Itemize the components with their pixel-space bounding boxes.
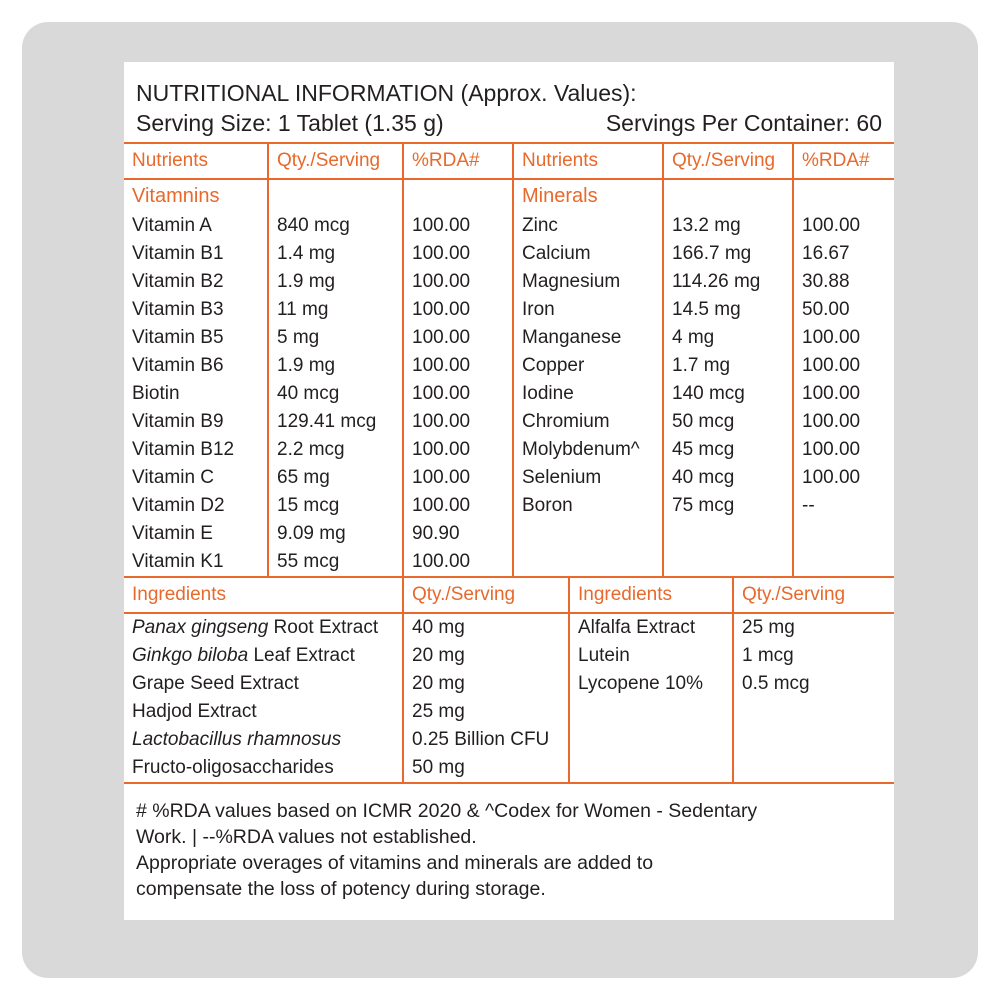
nutrient-rda: 100.00 [403, 380, 513, 408]
label-panel [22, 22, 978, 978]
mineral-name: Zinc [513, 212, 663, 240]
nutrient-qty: 2.2 mcg [268, 436, 403, 464]
list-item [124, 613, 894, 642]
mineral-name: Chromium [513, 408, 663, 436]
mineral-qty: 1.7 mg [663, 352, 793, 380]
nutrient-name: Vitamin A [132, 215, 212, 236]
ingredient-qty: 0.25 Billion CFU [403, 726, 569, 754]
mineral-qty: 14.5 mg [663, 296, 793, 324]
ingredient-name-right [569, 613, 733, 642]
footnote-line-2: Work. | --%RDA values not established. [136, 826, 477, 848]
ingredient-qty-right [733, 698, 894, 726]
mineral-qty: 75 mcg [663, 492, 793, 520]
mineral-qty: 45 mcg [663, 436, 793, 464]
nutrient-rda: 100.00 [403, 464, 513, 492]
ingredient-name-rest: Root Extract [268, 617, 379, 638]
nutrient-qty: 5 mg [268, 324, 403, 352]
ingredient-name-right [569, 698, 733, 726]
mineral-rda: 16.67 [793, 240, 894, 268]
ingredient-name [124, 726, 403, 754]
group-minerals-rda-spacer [793, 179, 894, 212]
group-minerals: Minerals [513, 179, 663, 212]
list-item [124, 670, 894, 698]
nutrient-table [124, 142, 894, 578]
ingredient-name-right [569, 726, 733, 754]
mineral-name: Calcium [513, 240, 663, 268]
table-row [124, 296, 894, 324]
mineral-rda: 50.00 [793, 296, 894, 324]
nutrient-rda: 100.00 [403, 296, 513, 324]
nutrient-name: Vitamin B1 [132, 243, 224, 264]
mineral-qty: 50 mcg [663, 408, 793, 436]
mineral-name: Magnesium [513, 268, 663, 296]
ingredient-name [124, 670, 403, 698]
nutrient-name: Vitamin B9 [132, 411, 224, 432]
ingredient-name [124, 613, 403, 642]
serving-info-row [136, 108, 882, 138]
ingredients-header-row [124, 578, 894, 613]
nutrient-qty: 129.41 mcg [268, 408, 403, 436]
mineral-name: Iron [513, 296, 663, 324]
nutrient-name: Vitamin B5 [132, 327, 224, 348]
mineral-rda: 100.00 [793, 212, 894, 240]
table-row [124, 352, 894, 380]
table-row [124, 436, 894, 464]
header-rda-left: %RDA# [403, 143, 513, 179]
ingredient-qty: 25 mg [403, 698, 569, 726]
nutrient-qty: 11 mg [268, 296, 403, 324]
nutrient-name: Vitamin K1 [124, 548, 268, 577]
nutrient-name: Vitamin C [132, 467, 215, 488]
group-vitamins-qty-spacer [268, 179, 403, 212]
ingredient-qty-right: 25 mg [733, 613, 894, 642]
nutrient-rda: 100.00 [403, 352, 513, 380]
group-vitamins-rda-spacer [403, 179, 513, 212]
table-row [124, 520, 894, 548]
list-item [124, 698, 894, 726]
nutrient-table-header-row [124, 143, 894, 179]
table-row [124, 380, 894, 408]
nutrient-qty: 1.4 mg [268, 240, 403, 268]
ingredient-qty-right [733, 754, 894, 783]
header-qty-left: Qty./Serving [268, 143, 403, 179]
ingredient-name-rest: Hadjod Extract [132, 701, 257, 722]
ingredient-qty-right: 1 mcg [733, 642, 894, 670]
mineral-rda: 100.00 [793, 408, 894, 436]
nutrient-rda: 100.00 [403, 436, 513, 464]
nutrient-qty: 1.9 mg [268, 268, 403, 296]
group-heading-row [124, 179, 894, 212]
header-ingredients-right: Ingredients [569, 578, 733, 613]
ingredient-name-rest: Leaf Extract [248, 645, 355, 666]
ingredient-qty: 50 mg [403, 754, 569, 783]
mineral-qty: 13.2 mg [663, 212, 793, 240]
mineral-rda: 100.00 [793, 436, 894, 464]
ingredient-name [124, 698, 403, 726]
mineral-qty: 4 mg [663, 324, 793, 352]
header-ingredients-qty-left: Qty./Serving [403, 578, 569, 613]
mineral-rda: 100.00 [793, 324, 894, 352]
nutrient-rda: 100.00 [403, 240, 513, 268]
mineral-qty: 114.26 mg [663, 268, 793, 296]
mineral-name: Boron [513, 492, 663, 520]
ingredient-name-right [569, 642, 733, 670]
mineral-qty: 140 mcg [663, 380, 793, 408]
table-row [124, 492, 894, 520]
table-row [124, 240, 894, 268]
footnote-line-1: # %RDA values based on ICMR 2020 & ^Codex for Women - Sedentary [136, 800, 758, 822]
nutrition-header [124, 62, 894, 142]
mineral-qty: 166.7 mg [663, 240, 793, 268]
mineral-rda: 100.00 [793, 464, 894, 492]
nutrient-qty: 40 mcg [268, 380, 403, 408]
nutrition-title: NUTRITIONAL INFORMATION (Approx. Values): [136, 80, 637, 106]
nutrient-name: Vitamin B2 [132, 271, 224, 292]
ingredient-name-right [569, 754, 733, 783]
ingredient-name [124, 754, 403, 783]
group-vitamins: Vitamnins [132, 185, 220, 207]
table-row [124, 212, 894, 240]
header-nutrients-left: Nutrients [124, 143, 268, 179]
mineral-qty: 40 mcg [663, 464, 793, 492]
mineral-name: Molybdenum^ [513, 436, 663, 464]
ingredient-name-italic: Lactobacillus rhamnosus [132, 729, 342, 750]
servings-per-container: Servings Per Container: 60 [605, 110, 882, 136]
ingredient-qty-right [733, 726, 894, 754]
ingredient-qty-right: 0.5 mcg [733, 670, 894, 698]
nutrient-name: Biotin [132, 383, 180, 404]
mineral-rda [793, 520, 894, 548]
mineral-qty [663, 520, 793, 548]
header-ingredients-left: Ingredients [124, 578, 403, 613]
nutrient-qty: 55 mcg [268, 548, 403, 577]
nutrient-rda: 100.00 [403, 268, 513, 296]
ingredient-name [124, 642, 403, 670]
ingredients-table [124, 578, 894, 784]
nutrient-qty: 65 mg [268, 464, 403, 492]
ingredient-name-right [569, 670, 733, 698]
mineral-rda: -- [793, 492, 894, 520]
nutrient-rda: 100.00 [403, 408, 513, 436]
ingredient-name-right-rest: Lutein [578, 645, 630, 666]
ingredient-name-italic: Panax gingseng [132, 617, 269, 638]
mineral-name [513, 520, 663, 548]
mineral-name: Manganese [513, 324, 663, 352]
ingredient-qty: 20 mg [403, 642, 569, 670]
mineral-qty [663, 548, 793, 577]
mineral-name [513, 548, 663, 577]
table-row [124, 464, 894, 492]
nutrient-name: Vitamin B6 [132, 355, 224, 376]
nutrient-name: Vitamin B3 [132, 299, 224, 320]
nutrient-qty: 15 mcg [268, 492, 403, 520]
ingredient-qty: 40 mg [403, 613, 569, 642]
table-row [124, 268, 894, 296]
mineral-name: Copper [513, 352, 663, 380]
nutrition-facts-card [124, 62, 894, 920]
nutrient-rda: 100.00 [403, 548, 513, 577]
nutrient-rda: 100.00 [403, 324, 513, 352]
footnotes [124, 784, 894, 920]
ingredient-name-rest: Fructo-oligosaccharides [132, 757, 334, 778]
mineral-rda: 100.00 [793, 380, 894, 408]
mineral-name: Iodine [513, 380, 663, 408]
ingredient-name-italic: Ginkgo biloba [132, 645, 249, 666]
list-item [124, 726, 894, 754]
header-nutrients-right: Nutrients [513, 143, 663, 179]
nutrient-rda: 100.00 [403, 212, 513, 240]
serving-size: Serving Size: 1 Tablet (1.35 g) [136, 110, 444, 136]
header-ingredients-qty-right: Qty./Serving [733, 578, 894, 613]
list-item [124, 754, 894, 783]
nutrient-qty: 9.09 mg [268, 520, 403, 548]
list-item [124, 642, 894, 670]
ingredient-name-rest: Grape Seed Extract [132, 673, 299, 694]
ingredient-qty: 20 mg [403, 670, 569, 698]
nutrient-name: Vitamin D2 [132, 495, 225, 516]
nutrient-qty: 1.9 mg [268, 352, 403, 380]
ingredient-name-right-rest: Lycopene 10% [578, 673, 704, 694]
mineral-rda: 100.00 [793, 352, 894, 380]
table-row [124, 548, 894, 577]
nutrient-rda: 90.90 [403, 520, 513, 548]
nutrient-name: Vitamin B12 [132, 439, 235, 460]
table-row [124, 408, 894, 436]
footnote-line-3: Appropriate overages of vitamins and minerals are added to [136, 852, 654, 874]
header-rda-right: %RDA# [793, 143, 894, 179]
nutrient-name: Vitamin E [132, 523, 213, 544]
nutrient-rda: 100.00 [403, 492, 513, 520]
mineral-name: Selenium [513, 464, 663, 492]
footnote-line-4: compensate the loss of potency during storage. [136, 878, 546, 900]
mineral-rda: 30.88 [793, 268, 894, 296]
table-row [124, 324, 894, 352]
header-qty-right: Qty./Serving [663, 143, 793, 179]
nutrient-qty: 840 mcg [268, 212, 403, 240]
group-minerals-qty-spacer [663, 179, 793, 212]
ingredient-name-right-rest: Alfalfa Extract [578, 617, 696, 638]
mineral-rda [793, 548, 894, 577]
